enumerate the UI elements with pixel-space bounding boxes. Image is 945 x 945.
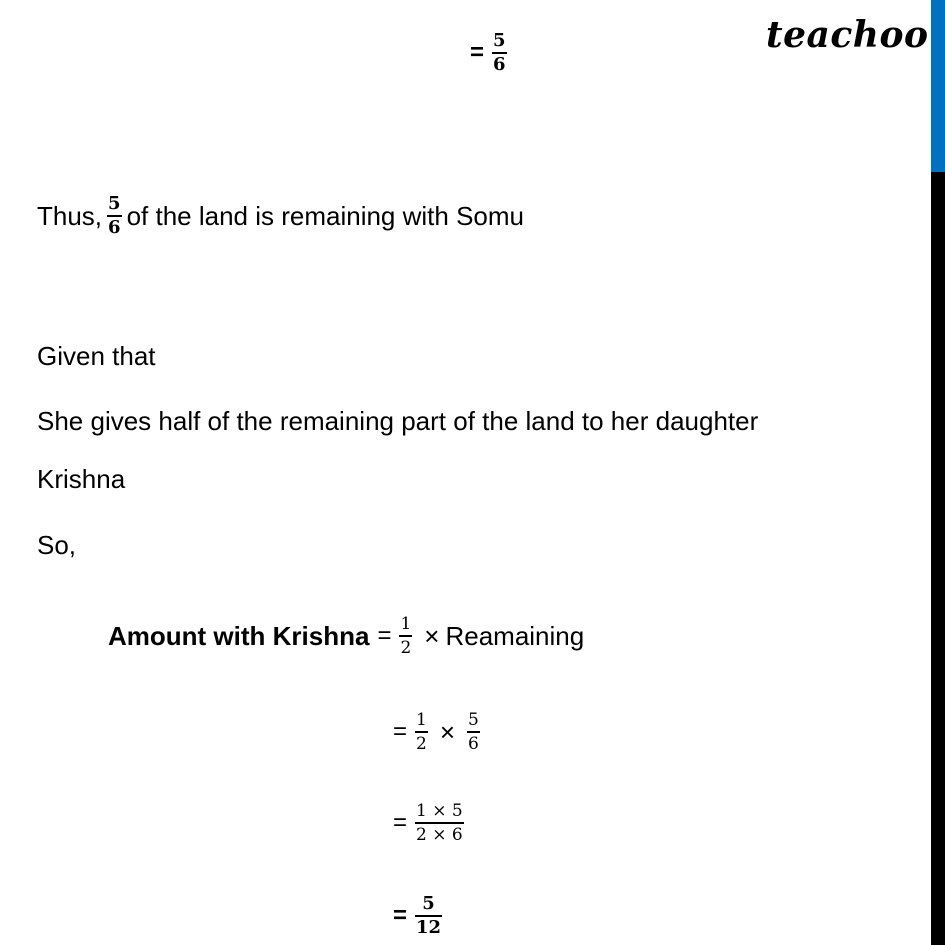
step-3-result xyxy=(393,893,448,939)
step-1 xyxy=(393,709,486,755)
equals-sign: = xyxy=(393,717,408,745)
sidebar-dark-bar xyxy=(931,172,945,945)
fraction xyxy=(399,613,412,659)
equals-sign: = xyxy=(393,901,408,929)
fraction xyxy=(492,30,507,76)
given-text-line-1: She gives half of the remaining part of the land to her daughter xyxy=(37,406,759,436)
thus-line xyxy=(37,193,524,239)
numerator: 1 xyxy=(416,710,427,730)
equals-sign: = xyxy=(470,38,485,66)
numerator: 1 xyxy=(400,614,412,634)
numerator: 5 xyxy=(468,710,479,730)
denominator: 12 xyxy=(416,916,442,938)
top-result xyxy=(470,30,513,76)
denominator: 6 xyxy=(108,216,121,238)
step-2 xyxy=(393,800,470,846)
numerator: 1 × 5 xyxy=(416,801,463,821)
times-sign: × xyxy=(439,716,456,747)
numerator: 5 xyxy=(422,893,435,914)
equals-sign: = xyxy=(393,808,408,836)
numerator: 5 xyxy=(108,193,121,214)
denominator: 2 xyxy=(416,733,427,754)
krishna-label: Amount with Krishna xyxy=(108,620,370,651)
equals-sign: = xyxy=(377,621,392,649)
thus-prefix: Thus, xyxy=(37,200,103,231)
numerator: 5 xyxy=(493,30,506,51)
so-label: So, xyxy=(37,530,77,560)
fraction xyxy=(415,893,442,939)
krishna-equation xyxy=(108,613,584,659)
denominator: 6 xyxy=(493,53,506,75)
thus-suffix: of the land is remaining with Somu xyxy=(126,200,524,231)
fraction xyxy=(107,193,122,239)
denominator: 6 xyxy=(468,733,479,754)
denominator: 2 × 6 xyxy=(416,824,463,845)
fraction xyxy=(467,709,480,755)
denominator: 2 xyxy=(400,637,412,658)
remaining-word: Reamaining xyxy=(445,620,585,651)
given-label: Given that xyxy=(37,341,156,371)
teachoo-logo: teachoo xyxy=(766,14,929,56)
given-text-line-2: Krishna xyxy=(37,464,126,494)
fraction xyxy=(415,800,464,846)
sidebar-accent-bar xyxy=(931,0,945,172)
fraction xyxy=(415,709,428,755)
times-sign: × xyxy=(424,620,440,651)
